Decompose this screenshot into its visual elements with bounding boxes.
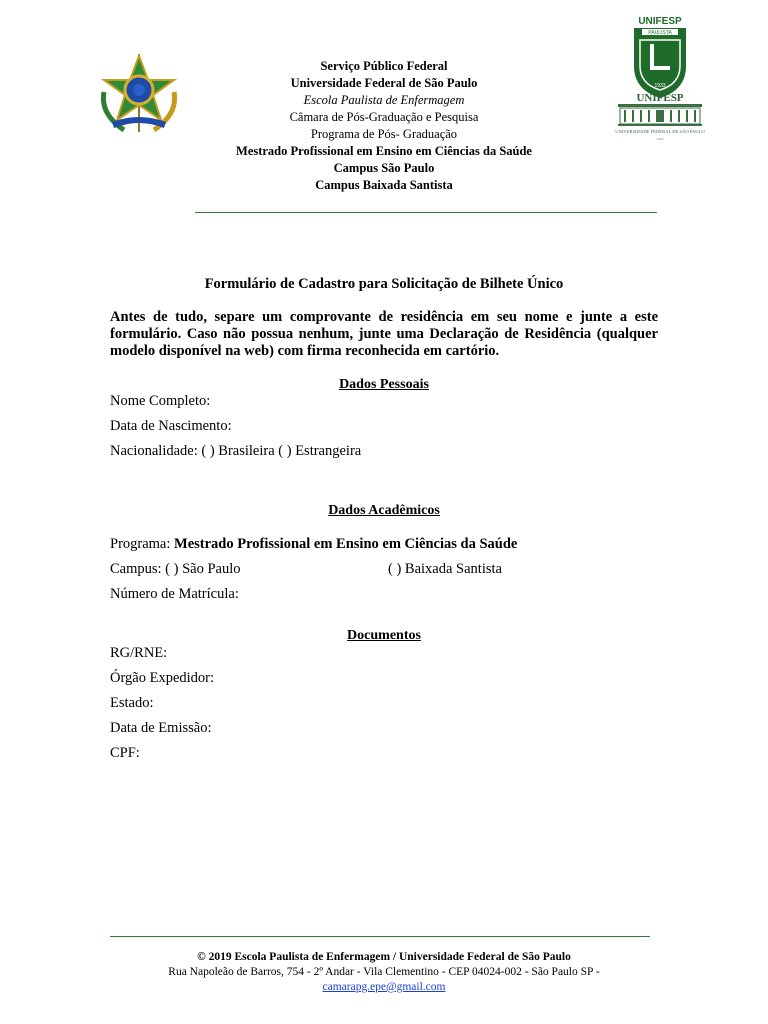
- header-divider: [195, 212, 657, 213]
- section-heading-documents: Documentos: [347, 628, 421, 643]
- footer-email-link[interactable]: camarapg.epe@gmail.com: [322, 981, 446, 993]
- unifesp-building-logo: [612, 90, 708, 144]
- field-program-label: Programa:: [110, 536, 171, 552]
- field-campus-option-bs: ( ) Baixada Santista: [388, 561, 502, 577]
- header-line-masters: Mestrado Profissional em Ensino em Ciências da Saúde: [236, 144, 532, 158]
- header-line-service: Serviço Público Federal: [320, 59, 448, 73]
- header-line-chamber: Câmara de Pós-Graduação e Pesquisa: [289, 110, 479, 124]
- field-issue-date: Data de Emissão:: [110, 720, 212, 736]
- header-line-program: Programa de Pós- Graduação: [310, 127, 458, 141]
- form-title: Formulário de Cadastro para Solicitação de Bilhete Único: [204, 276, 564, 292]
- header-line-campus-bs: Campus Baixada Santista: [315, 178, 453, 192]
- field-full-name: Nome Completo:: [110, 393, 211, 409]
- field-birth-date: Data de Nascimento:: [110, 418, 232, 434]
- section-heading-academic: Dados Acadêmicos: [328, 503, 440, 518]
- field-cpf: CPF:: [110, 745, 140, 761]
- unifesp-ribbon-text: PAULISTA: [648, 30, 672, 36]
- field-campus: Campus: ( ) São Paulo: [110, 561, 241, 577]
- header-line-university: Universidade Federal de São Paulo: [290, 76, 478, 90]
- unifesp-caption-text: UNIVERSIDADE FEDERAL DE SÃO PAULO: [615, 129, 705, 134]
- field-program: [110, 536, 517, 553]
- unifesp-top-text: UNIFESP: [638, 16, 682, 27]
- footer-email-row: [100, 980, 668, 995]
- unifesp-caption-year: 1933: [656, 137, 664, 141]
- header-line-school: Escola Paulista de Enfermagem: [303, 93, 465, 107]
- header-line-campus-sp: Campus São Paulo: [333, 161, 435, 175]
- footer-divider: [110, 936, 650, 937]
- footer-address: Rua Napoleão de Barros, 754 - 2º Andar - Vila Clementino - CEP 04024-002 - São Paulo SP -: [168, 966, 600, 978]
- section-heading-personal: Dados Pessoais: [339, 377, 429, 392]
- field-nationality: Nacionalidade: ( ) Brasileira ( ) Estrangeira: [110, 443, 362, 459]
- field-enrollment-number: Número de Matrícula:: [110, 586, 239, 602]
- field-rg: RG/RNE:: [110, 645, 168, 661]
- unifesp-shield-logo: [624, 14, 696, 100]
- field-issuer: Órgão Expedidor:: [110, 670, 215, 686]
- letterhead: [150, 58, 618, 194]
- field-state: Estado:: [110, 695, 154, 711]
- field-program-value: Mestrado Profissional em Ensino em Ciências da Saúde: [174, 536, 518, 552]
- unifesp-year-text: 1933: [654, 83, 666, 89]
- form-intro: Antes de tudo, separe um comprovante de residência em seu nome e junte a este formulário. Caso não possua nenhum, junte uma Declaração de Residência (qualquer modelo disponível na web) com firma reconhecida em cartório.: [110, 309, 658, 359]
- unifesp-bottom-text: UNIFESP: [636, 92, 684, 104]
- footer-copyright: © 2019 Escola Paulista de Enfermagem / Universidade Federal de São Paulo: [197, 951, 571, 963]
